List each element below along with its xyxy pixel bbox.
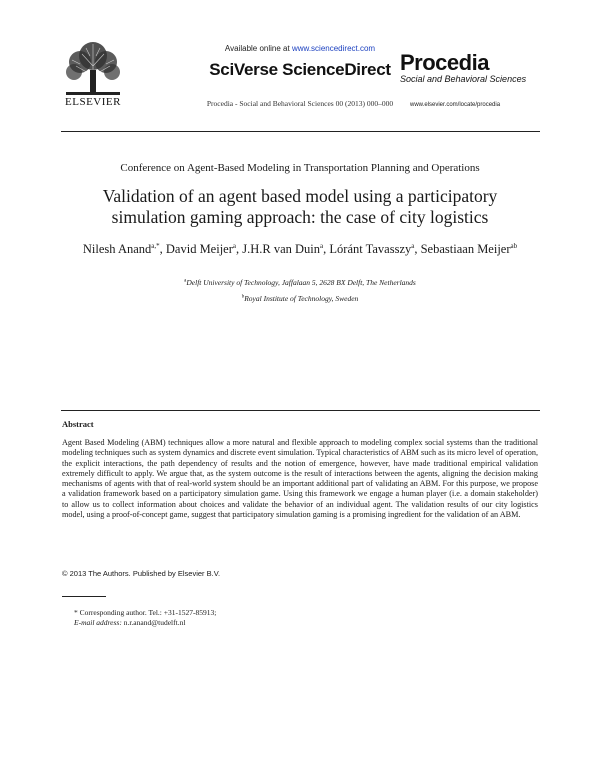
copyright-notice: © 2013 The Authors. Published by Elsevier B.V. — [62, 569, 221, 578]
availability-prefix: Available online at — [224, 44, 292, 53]
procedia-url[interactable]: www.elsevier.com/locate/procedia — [410, 102, 501, 108]
email-line — [74, 618, 216, 628]
author-name: J.H.R van Duin — [242, 242, 321, 257]
affiliation-text: Delft University of Technology, Jaffalaan 5, 2628 BX Delft, The Netherlands — [186, 278, 416, 287]
procedia-logo-subtitle: Social and Behavioral Sciences — [400, 74, 527, 84]
email-label: E-mail address: — [74, 618, 122, 627]
author-name: Nilesh Anand — [82, 242, 152, 257]
conference-name: Conference on Agent-Based Modeling in Transportation Planning and Operations — [120, 162, 480, 174]
author-affiliation-mark: a — [232, 242, 236, 250]
abstract-heading: Abstract — [62, 419, 94, 429]
author-affiliation-mark: a,* — [151, 242, 160, 250]
author-affiliation-mark: a — [411, 242, 415, 250]
affiliation — [70, 294, 530, 303]
affiliation-text: Royal Institute of Technology, Sweden — [244, 294, 359, 303]
affiliation-mark: b — [241, 294, 245, 300]
affiliation-mark: a — [184, 278, 187, 284]
journal-citation: Procedia - Social and Behavioral Sciences 00 (2013) 000–000 — [206, 99, 394, 108]
author-list — [70, 238, 530, 257]
corresponding-author: * Corresponding author. Tel.: +31-1527-85913; — [74, 608, 217, 617]
footnote-rule — [62, 596, 106, 597]
author-name: Lóránt Tavasszy — [329, 242, 412, 257]
author-separator: , — [414, 242, 421, 257]
abstract-body: Agent Based Modeling (ABM) techniques allow a more natural and flexible approach to modeling complex social systems than the traditional modeling techniques such as system dynamics and discrete event simulation. Typical characteristics of ABM such as its micro level of operation, the explicit interactions, the path dependency of results and the notion of emergence, however, have made traditional empirical validation extremely difficult to apply. We argue that, as the system outcome is the result of interactions between the agents, aligning the decision making mechanisms of agents with that of real-world system should be an important additional part of validating an ABM. For this purpose, we propose a validation framework based on a participatory simulation game. Using this framework we engage a human player (i.e. a domain stakeholder) to allow us to collect information about choices and validate the behavior of an individual agent. The validation results of our city logistics model, using a proof-of-concept game, suggest that participatory simulation gaming is a promising ingredient for the validation of an ABM. — [62, 438, 538, 520]
author-separator: , — [159, 242, 166, 257]
affiliation — [70, 278, 530, 287]
author-separator: , — [236, 242, 243, 257]
availability-line — [185, 44, 415, 53]
paper-title-line-2: simulation gaming approach: the case of city logistics — [111, 207, 489, 227]
paper-title-line-1: Validation of an agent based model using a participatory — [102, 186, 498, 206]
author-affiliation-mark: a — [320, 242, 324, 250]
paper-title — [70, 186, 530, 228]
footnote — [74, 608, 216, 628]
author-name: David Meijer — [165, 242, 233, 257]
abstract-top-rule — [61, 410, 540, 411]
platform-name: SciVerse ScienceDirect — [209, 60, 391, 79]
author-separator: , — [323, 242, 330, 257]
author-affiliation-mark: ab — [510, 242, 518, 250]
email-address[interactable]: n.r.anand@tudelft.nl — [121, 618, 186, 627]
publisher-logo-text: ELSEVIER — [65, 96, 121, 108]
procedia-logo-title: Procedia — [400, 50, 489, 75]
author-name: Sebastiaan Meijer — [420, 242, 511, 257]
header-divider — [61, 131, 540, 132]
sciencedirect-link[interactable]: www.sciencedirect.com — [291, 44, 376, 53]
